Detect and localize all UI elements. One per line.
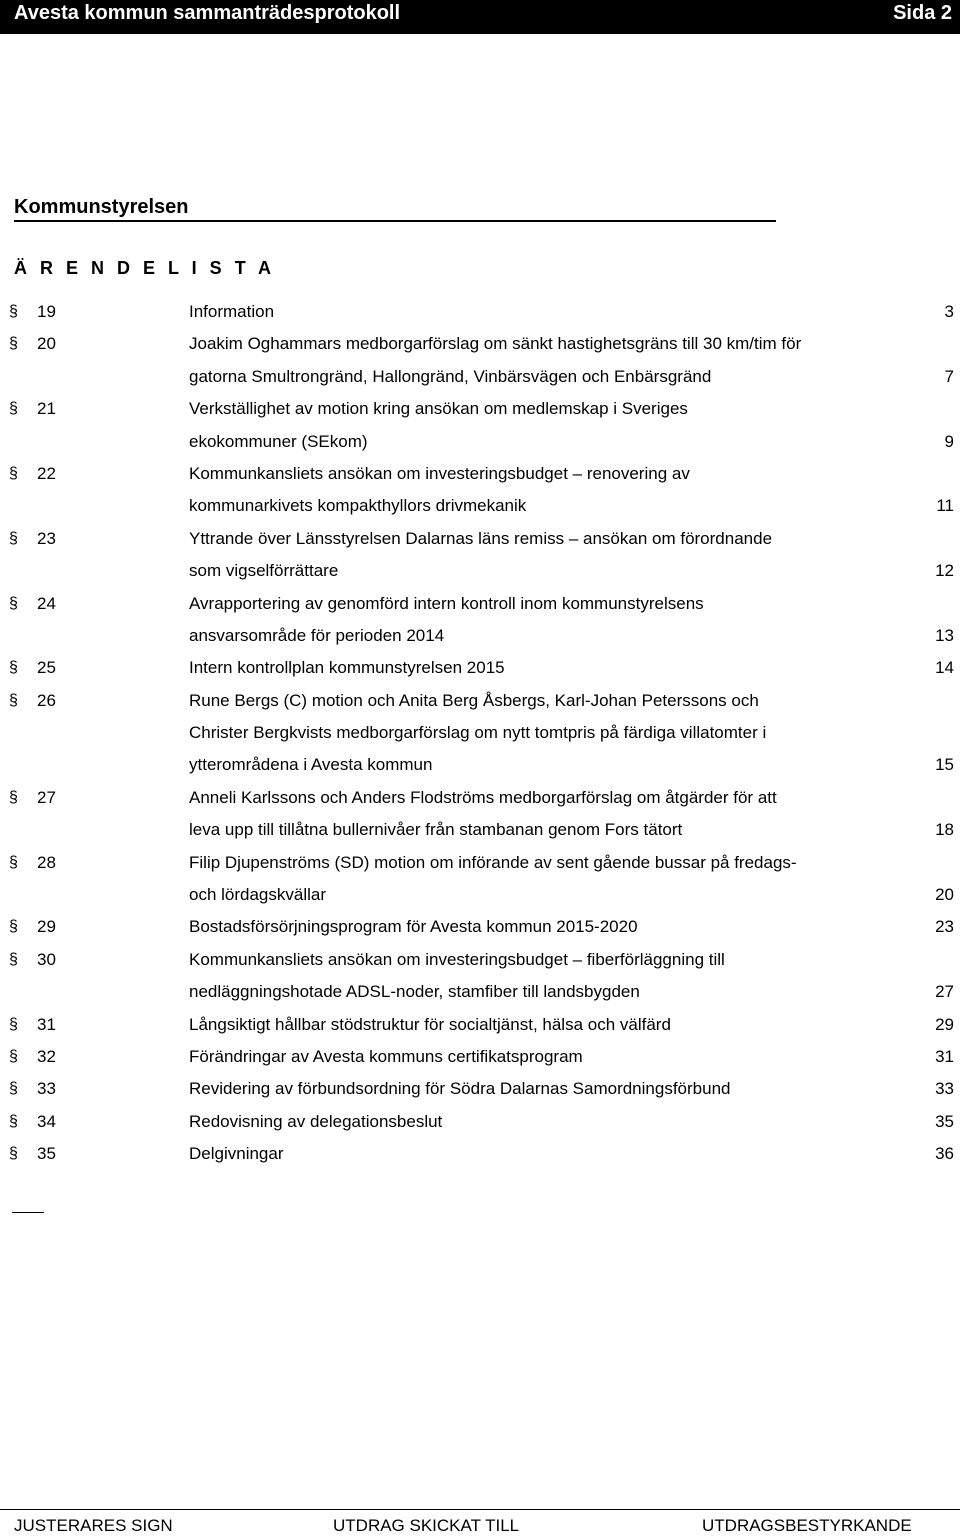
agenda-item-page: 11	[936, 496, 954, 516]
agenda-item-page: 23	[935, 917, 954, 937]
agenda-item-line	[0, 588, 960, 620]
footer-rule	[0, 1509, 960, 1510]
section-marker	[9, 328, 69, 360]
agenda-item-text: Redovisning av delegationsbeslut	[189, 1111, 443, 1131]
agenda-item-number: 25	[37, 658, 56, 678]
page-number: Sida 2	[893, 2, 952, 24]
agenda-item-text: ytterområdena i Avesta kommun	[189, 755, 433, 775]
agenda-item-text: Information	[189, 302, 275, 321]
agenda-item-text: Långsiktigt hållbar stödstruktur för socialtjänst, hälsa och välfärd	[189, 1014, 671, 1034]
agenda-item-text: kommunarkivets kompakthyllors drivmekanik	[189, 496, 527, 516]
agenda-item-line	[0, 944, 960, 976]
page-header	[0, 0, 960, 34]
agenda-item-page: 15	[935, 755, 954, 775]
agenda-item-line	[0, 361, 960, 393]
agenda-item-text: Anneli Karlssons och Anders Flodströms medborgarförslag om åtgärder för att	[189, 787, 777, 807]
agenda-item-number: 35	[37, 1144, 56, 1164]
agenda-item-text: Rune Bergs (C) motion och Anita Berg Åsbergs, Karl-Johan Peterssons och	[189, 690, 759, 710]
section-sign-icon: §	[9, 1015, 18, 1033]
agenda-item-text: ansvarsområde för perioden 2014	[189, 625, 445, 645]
section-sign-icon: §	[9, 691, 18, 709]
agenda-item	[0, 652, 960, 684]
agenda-item-text: Christer Bergkvists medborgarförslag om nytt tomtpris på färdiga villatomter i	[189, 723, 767, 743]
section-sign-icon: §	[9, 1145, 18, 1163]
section-marker	[9, 1138, 69, 1170]
agenda-item-number: 26	[37, 690, 56, 710]
agenda-item-line	[0, 685, 960, 717]
section-marker	[9, 296, 69, 328]
agenda-item	[0, 1073, 960, 1105]
agenda-item-page: 35	[935, 1111, 954, 1131]
section-marker	[9, 782, 69, 814]
section-marker	[9, 652, 69, 684]
agenda-item-text: Filip Djupenströms (SD) motion om införande av sent gående bussar på fredags-	[189, 852, 797, 872]
agenda-item-text: och lördagskvällar	[189, 885, 327, 905]
agenda-item	[0, 393, 960, 458]
section-sign-icon: §	[9, 1112, 18, 1130]
section-marker	[9, 393, 69, 425]
section-sign-icon: §	[9, 1047, 18, 1065]
agenda-item-text: nedläggningshotade ADSL-noder, stamfiber till landsbygden	[189, 982, 640, 1002]
section-sign-icon: §	[9, 853, 18, 871]
agenda-item-page: 33	[935, 1079, 954, 1099]
agenda-item-text: Joakim Oghammars medborgarförslag om sänkt hastighetsgräns till 30 km/tim för	[189, 334, 802, 354]
agenda-item	[0, 458, 960, 523]
section-marker	[9, 911, 69, 943]
agenda-item-text: gatorna Smultrongränd, Hallongränd, Vinbärsvägen och Enbärsgränd	[189, 366, 712, 386]
agenda-item-page: 9	[944, 431, 954, 451]
agenda-item-line	[0, 426, 960, 458]
section-marker	[9, 1073, 69, 1105]
section-marker	[9, 944, 69, 976]
agenda-item	[0, 328, 960, 393]
agenda-item-line	[0, 328, 960, 360]
agenda-item	[0, 588, 960, 653]
document-title: Avesta kommun sammanträdesprotokoll	[14, 2, 401, 24]
footer-utdragsbestyrkande: UTDRAGSBESTYRKANDE	[702, 1516, 912, 1535]
agenda-item-page: 12	[935, 561, 954, 581]
agenda-item-number: 24	[37, 593, 56, 613]
agenda-item-page: 18	[935, 820, 954, 840]
agenda-item-text: Intern kontrollplan kommunstyrelsen 2015	[189, 658, 505, 678]
agenda-item-text: Förändringar av Avesta kommuns certifikatsprogram	[189, 1046, 583, 1066]
agenda-item-number: 31	[37, 1014, 56, 1034]
agenda-item-text: leva upp till tillåtna bullernivåer från stambanan genom Fors tätort	[189, 820, 683, 840]
section-marker	[9, 1009, 69, 1041]
agenda-item-line	[0, 1009, 960, 1041]
agenda-item-text: Verkställighet av motion kring ansökan om medlemskap i Sveriges	[189, 399, 688, 419]
agenda-item-page: 20	[935, 885, 954, 905]
section-sign-icon: §	[9, 594, 18, 612]
agenda-item-number: 28	[37, 852, 56, 872]
agenda-item-number: 34	[37, 1111, 56, 1131]
section-sign-icon: §	[9, 529, 18, 547]
section-sign-icon: §	[9, 464, 18, 482]
agenda-item-line	[0, 814, 960, 846]
section-marker	[9, 685, 69, 717]
agenda-item	[0, 1138, 960, 1170]
section-sign-icon: §	[9, 788, 18, 806]
agenda-item-line	[0, 911, 960, 943]
agenda-item-text: Bostadsförsörjningsprogram för Avesta kommun 2015-2020	[189, 917, 638, 937]
agenda-item-page: 36	[935, 1144, 954, 1164]
agenda-item-number: 21	[37, 399, 56, 419]
end-rule	[12, 1212, 44, 1213]
agenda-item-line	[0, 490, 960, 522]
agenda-item	[0, 1106, 960, 1138]
agenda-item-line	[0, 717, 960, 749]
agenda-item-line	[0, 555, 960, 587]
footer-utdrag-skickat-till: UTDRAG SKICKAT TILL	[333, 1516, 520, 1535]
agenda-item-text: Kommunkansliets ansökan om investeringsbudget – fiberförläggning till	[189, 949, 725, 969]
agenda-item	[0, 1041, 960, 1073]
section-heading: Kommunstyrelsen	[14, 196, 189, 218]
agenda-item-number: 27	[37, 787, 56, 807]
agenda-item	[0, 782, 960, 847]
agenda-item	[0, 685, 960, 782]
agenda-item-line	[0, 393, 960, 425]
agenda-item-page: 14	[935, 658, 954, 678]
agenda-item-line	[0, 847, 960, 879]
section-marker	[9, 1041, 69, 1073]
agenda-item-page: 3	[944, 302, 954, 321]
section-sign-icon: §	[9, 400, 18, 418]
agenda-item-page: 13	[935, 625, 954, 645]
agenda-item-text: Kommunkansliets ansökan om investeringsbudget – renovering av	[189, 463, 690, 483]
agenda-item-number: 23	[37, 528, 56, 548]
agenda-item-line	[0, 1138, 960, 1170]
agenda-item-line	[0, 523, 960, 555]
agenda-item-text: Avrapportering av genomförd intern kontroll inom kommunstyrelsens	[189, 593, 704, 613]
agenda-item-line	[0, 1106, 960, 1138]
agenda-item-line	[0, 296, 960, 328]
section-marker	[9, 523, 69, 555]
agenda-item-number: 22	[37, 463, 56, 483]
section-sign-icon: §	[9, 918, 18, 936]
agenda-item-line	[0, 1041, 960, 1073]
section-sign-icon: §	[9, 1080, 18, 1098]
agenda-item-line	[0, 652, 960, 684]
footer-justerares-sign: JUSTERARES SIGN	[14, 1516, 173, 1535]
section-heading-rule	[14, 220, 776, 222]
agenda-list	[0, 296, 960, 1171]
section-sign-icon: §	[9, 303, 18, 320]
agenda-item-line	[0, 782, 960, 814]
agenda-item-page: 27	[935, 982, 954, 1002]
agenda-item	[0, 1009, 960, 1041]
agenda-item-line	[0, 620, 960, 652]
agenda-item-number: 19	[37, 302, 56, 321]
agenda-item	[0, 944, 960, 1009]
agenda-item-line	[0, 749, 960, 781]
agenda-item-text: Yttrande över Länsstyrelsen Dalarnas läns remiss – ansökan om förordnande	[189, 528, 773, 548]
agenda-item-page: 31	[935, 1046, 954, 1066]
agenda-item	[0, 523, 960, 588]
section-sign-icon: §	[9, 335, 18, 353]
agenda-item-text: som vigselförrättare	[189, 561, 339, 581]
agenda-item-text: Delgivningar	[189, 1144, 284, 1164]
agenda-item-page: 29	[935, 1014, 954, 1034]
agenda-item-number: 33	[37, 1079, 56, 1099]
section-marker	[9, 847, 69, 879]
section-marker	[9, 1106, 69, 1138]
agenda-item	[0, 911, 960, 943]
agenda-item-line	[0, 458, 960, 490]
agenda-item-text: Revidering av förbundsordning för Södra Dalarnas Samordningsförbund	[189, 1079, 731, 1099]
agenda-item-number: 20	[37, 334, 56, 354]
section-marker	[9, 458, 69, 490]
agenda-item	[0, 296, 960, 328]
list-heading: Ä R E N D E L I S T A	[14, 258, 276, 278]
section-sign-icon: §	[9, 950, 18, 968]
agenda-item-number: 29	[37, 917, 56, 937]
agenda-item-page: 7	[944, 366, 954, 386]
agenda-item-number: 32	[37, 1046, 56, 1066]
agenda-item-line	[0, 1073, 960, 1105]
section-sign-icon: §	[9, 659, 18, 677]
agenda-item-line	[0, 879, 960, 911]
agenda-item-line	[0, 976, 960, 1008]
agenda-item-number: 30	[37, 949, 56, 969]
agenda-item-text: ekokommuner (SEkom)	[189, 431, 368, 451]
section-marker	[9, 588, 69, 620]
agenda-item	[0, 847, 960, 912]
